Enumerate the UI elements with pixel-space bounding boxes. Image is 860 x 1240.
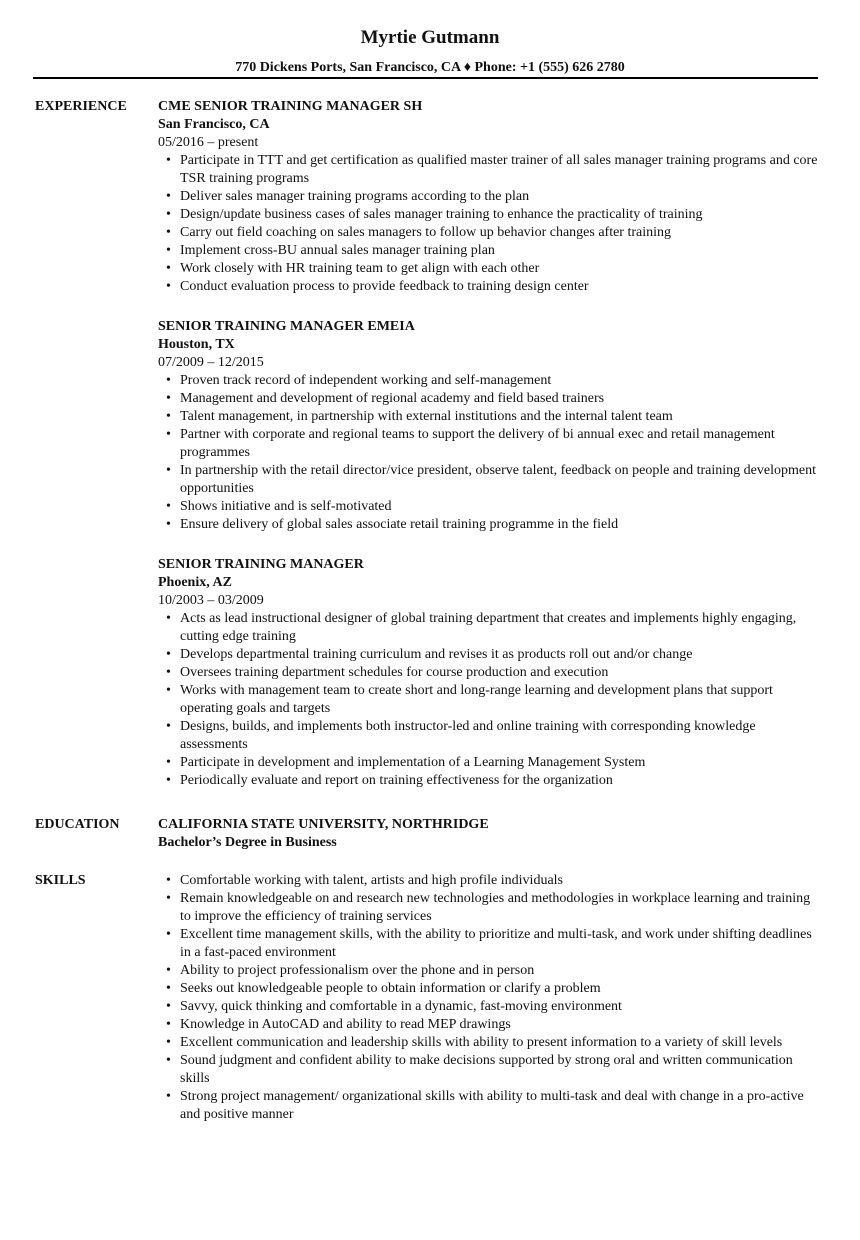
job-title: SENIOR TRAINING MANAGER — [158, 557, 364, 572]
job-location: Houston, TX — [158, 337, 235, 352]
list-item: • Conduct evaluation process to provide feedback to training design center — [180, 278, 818, 296]
list-item: • Oversees training department schedules for course production and execution — [180, 664, 818, 682]
job-dates: 05/2016 – present — [158, 135, 259, 150]
job-title: CME SENIOR TRAINING MANAGER SH — [158, 99, 423, 114]
job-dates: 07/2009 – 12/2015 — [158, 355, 264, 370]
list-item: • Acts as lead instructional designer of global training department that creates and implements highly engaging, cutting edge training — [180, 610, 818, 646]
list-item: • Remain knowledgeable on and research new technologies and methodologies in workplace learning and training to improve the efficiency of training services — [180, 890, 818, 926]
list-item: • Periodically evaluate and report on training effectiveness for the organization — [180, 772, 818, 790]
list-item: • Excellent communication and leadership skills with ability to present information to a variety of skill levels — [180, 1034, 818, 1052]
list-item: • Knowledge in AutoCAD and ability to read MEP drawings — [180, 1016, 818, 1034]
education-entry — [158, 816, 818, 852]
job-entry — [158, 318, 818, 534]
job-bullets — [158, 152, 818, 296]
list-item: • Participate in TTT and get certification as qualified master trainer of all sales manager training programs and core TSR training programs — [180, 152, 818, 188]
list-item: • Sound judgment and confident ability to make decisions supported by strong oral and written communication skills — [180, 1052, 818, 1088]
list-item: • Partner with corporate and regional teams to support the delivery of bi annual exec and retail management programmes — [180, 426, 818, 462]
skills-entry — [158, 872, 818, 1124]
list-item: • Strong project management/ organizational skills with ability to multi-task and deal with change in a pro-active and positive manner — [180, 1088, 818, 1124]
list-item: • Ability to project professionalism over the phone and in person — [180, 962, 818, 980]
list-item: • Shows initiative and is self-motivated — [180, 498, 818, 516]
job-location: San Francisco, CA — [158, 117, 270, 132]
degree: Bachelor’s Degree in Business — [158, 835, 337, 850]
list-item: • Designs, builds, and implements both instructor-led and online training with corresponding knowledge assessments — [180, 718, 818, 754]
list-item: • Develops departmental training curriculum and revises it as products roll out and/or change — [180, 646, 818, 664]
list-item: • Deliver sales manager training programs according to the plan — [180, 188, 818, 206]
list-item: • Talent management, in partnership with external institutions and the internal talent team — [180, 408, 818, 426]
header-divider — [33, 77, 818, 79]
section-label-skills: SKILLS — [35, 873, 86, 888]
section-label-education: EDUCATION — [35, 817, 120, 832]
list-item: • Seeks out knowledgeable people to obtain information or clarify a problem — [180, 980, 818, 998]
list-item: • Participate in development and implementation of a Learning Management System — [180, 754, 818, 772]
job-bullets — [158, 372, 818, 534]
job-entry — [158, 556, 818, 790]
list-item: • Carry out field coaching on sales managers to follow up behavior changes after training — [180, 224, 818, 242]
skills-list — [158, 872, 818, 1124]
section-label-experience: EXPERIENCE — [35, 99, 127, 114]
list-item: • Work closely with HR training team to get align with each other — [180, 260, 818, 278]
job-entry — [158, 98, 818, 296]
contact-info: 770 Dickens Ports, San Francisco, CA ♦ Phone: +1 (555) 626 2780 — [235, 60, 625, 75]
school-name: CALIFORNIA STATE UNIVERSITY, NORTHRIDGE — [158, 817, 489, 832]
list-item: • Management and development of regional academy and field based trainers — [180, 390, 818, 408]
list-item: • Design/update business cases of sales manager training to enhance the practicality of training — [180, 206, 818, 224]
job-location: Phoenix, AZ — [158, 575, 232, 590]
job-title: SENIOR TRAINING MANAGER EMEIA — [158, 319, 415, 334]
list-item: • Savvy, quick thinking and comfortable in a dynamic, fast-moving environment — [180, 998, 818, 1016]
list-item: • Excellent time management skills, with the ability to prioritize and multi-task, and work under shifting deadlines in a fast-paced environment — [180, 926, 818, 962]
job-bullets — [158, 610, 818, 790]
list-item: • In partnership with the retail director/vice president, observe talent, feedback on people and training development opportunities — [180, 462, 818, 498]
list-item: • Implement cross-BU annual sales manager training plan — [180, 242, 818, 260]
list-item: • Works with management team to create short and long-range learning and development plans that support operating goals and targets — [180, 682, 818, 718]
list-item: • Ensure delivery of global sales associate retail training programme in the field — [180, 516, 818, 534]
job-dates: 10/2003 – 03/2009 — [158, 593, 264, 608]
list-item: • Proven track record of independent working and self-management — [180, 372, 818, 390]
list-item: • Comfortable working with talent, artists and high profile individuals — [180, 872, 818, 890]
candidate-name: Myrtie Gutmann — [360, 27, 500, 48]
